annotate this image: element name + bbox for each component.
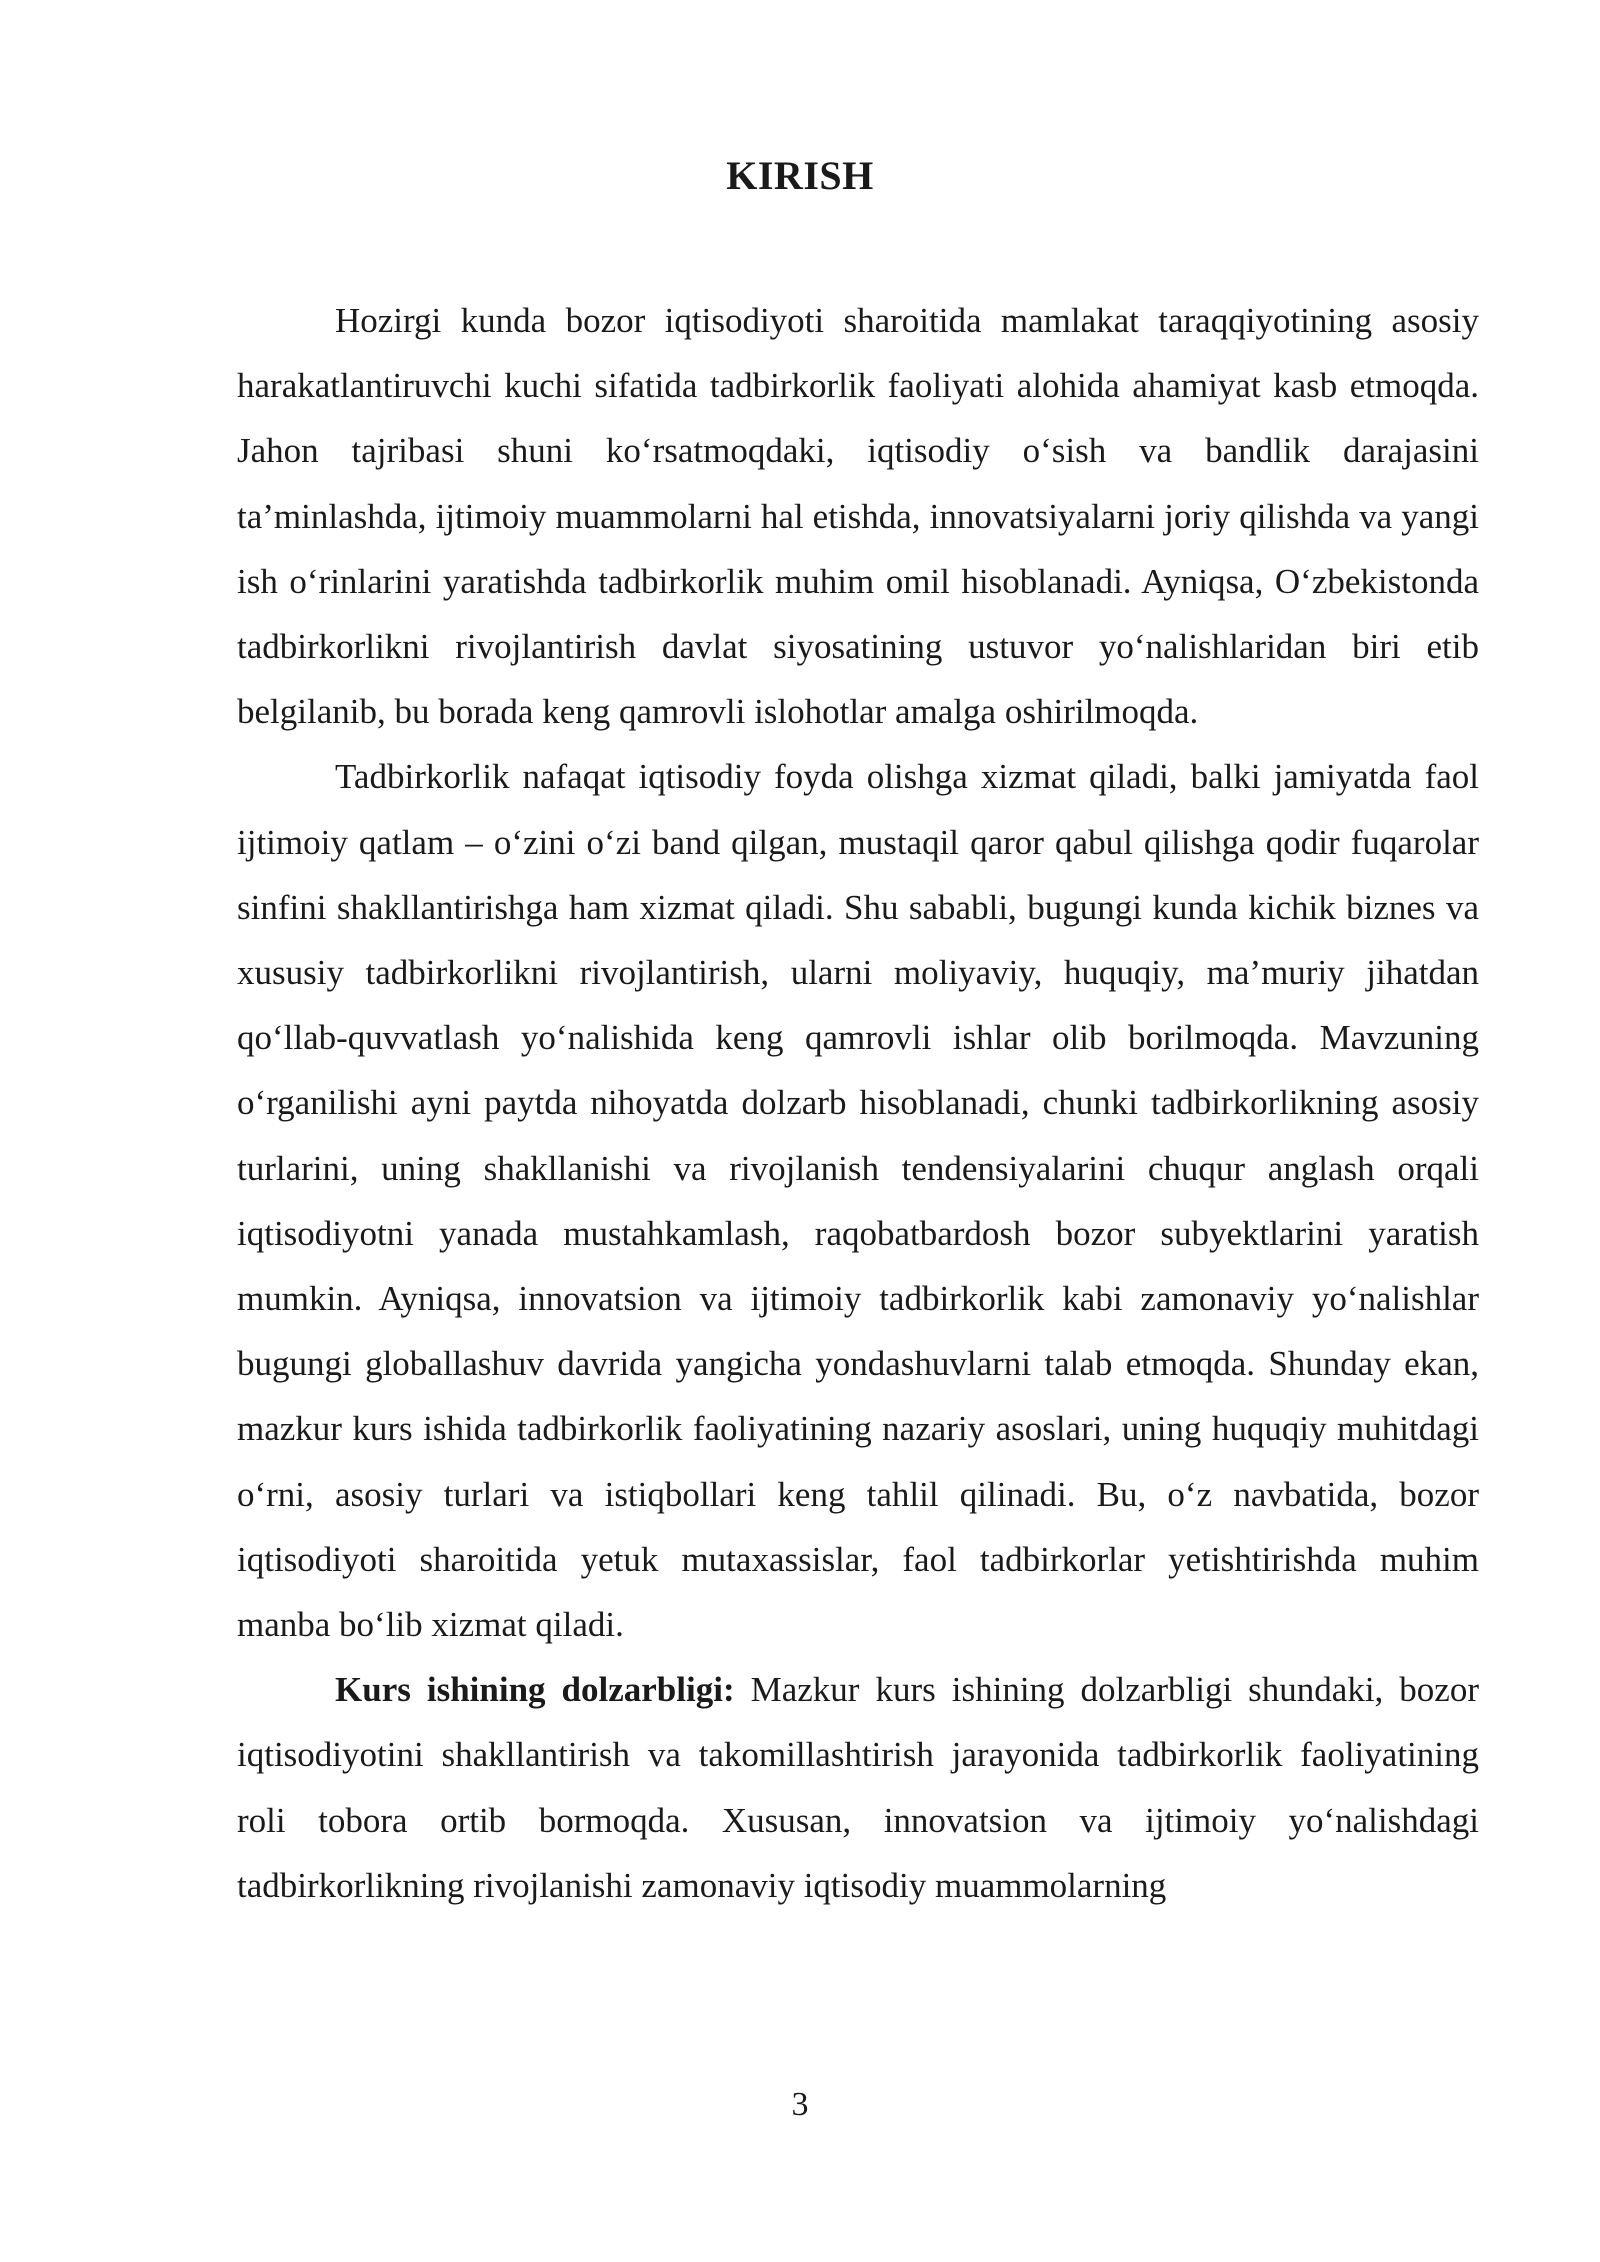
paragraph-relevance	[237, 1657, 1479, 1918]
body-text	[237, 288, 1479, 1918]
page-title: KIRISH	[726, 153, 874, 198]
page-number: 3	[791, 2086, 809, 2123]
paragraph-text: Tadbirkorlik nafaqat iqtisodiy foyda olishga xizmat qiladi, balki jamiyatda faol ijtimoiy qatlam – o‘zini o‘zi band qilgan, mustaqil qaror qabul qilishga qodir fuqarolar sinfini shakllantirishga ham xizmat qiladi. Shu sababli, bugungi kunda kichik biznes va xususiy tadbirkorlikni rivojlantirish, ularni moliyaviy, huquqiy, ma’muriy jihatdan qo‘llab-quvvatlash yo‘nalishida keng qamrovli ishlar olib borilmoqda. Mavzuning o‘rganilishi ayni paytda nihoyatda dolzarb hisoblanadi, chunki tadbirkorlikning asosiy turlarini, uning shakllanishi va rivojlanish tendensiyalarini chuqur anglash orqali iqtisodiyotni yanada mustahkamlash, raqobatbardosh bozor subyektlarini yaratish mumkin. Ayniqsa, innovatsion va ijtimoiy tadbirkorlik kabi zamonaviy yo‘nalishlar bugungi globallashuv davrida yangicha yondashuvlarni talab etmoqda. Shunday ekan, mazkur kurs ishida tadbirkorlik faoliyatining nazariy asoslari, uning huquqiy muhitdagi o‘rni, asosiy turlari va istiqbollari keng tahlil qilinadi. Bu, o‘z navbatida, bozor iqtisodiyoti sharoitida yetuk mutaxassislar, faol tadbirkorlar yetishtirishda muhim manba bo‘lib xizmat qiladi.	[237, 757, 1479, 1645]
paragraph-text: Mazkur kurs ishining dolzarbligi shundaki, bozor iqtisodiyotini shakllantirish va takomillashtirish jarayonida tadbirkorlik faoliyatining roli tobora ortib bormoqda. Xususan, innovatsion va ijtimoiy yo‘nalishdagi tadbirkorlikning rivojlanishi zamonaviy iqtisodiy muammolarning	[237, 1670, 1479, 1905]
paragraph-entrepreneurship	[237, 744, 1479, 1657]
paragraph-intro	[237, 288, 1479, 744]
paragraph-lead: Kurs ishining dolzarbligi:	[335, 1670, 735, 1710]
paragraph-text: Hozirgi kunda bozor iqtisodiyoti sharoitida mamlakat taraqqiyotining asosiy harakatlantiruvchi kuchi sifatida tadbirkorlik faoliyati alohida ahamiyat kasb etmoqda. Jahon tajribasi shuni ko‘rsatmoqdaki, iqtisodiy o‘sish va bandlik darajasini ta’minlashda, ijtimoiy muammolarni hal etishda, innovatsiyalarni joriy qilishda va yangi ish o‘rinlarini yaratishda tadbirkorlik muhim omil hisoblanadi. Ayniqsa, O‘zbekistonda tadbirkorlikni rivojlantirish davlat siyosatining ustuvor yo‘nalishlaridan biri etib belgilanib, bu borada keng qamrovli islohotlar amalga oshirilmoqda.	[237, 301, 1479, 732]
